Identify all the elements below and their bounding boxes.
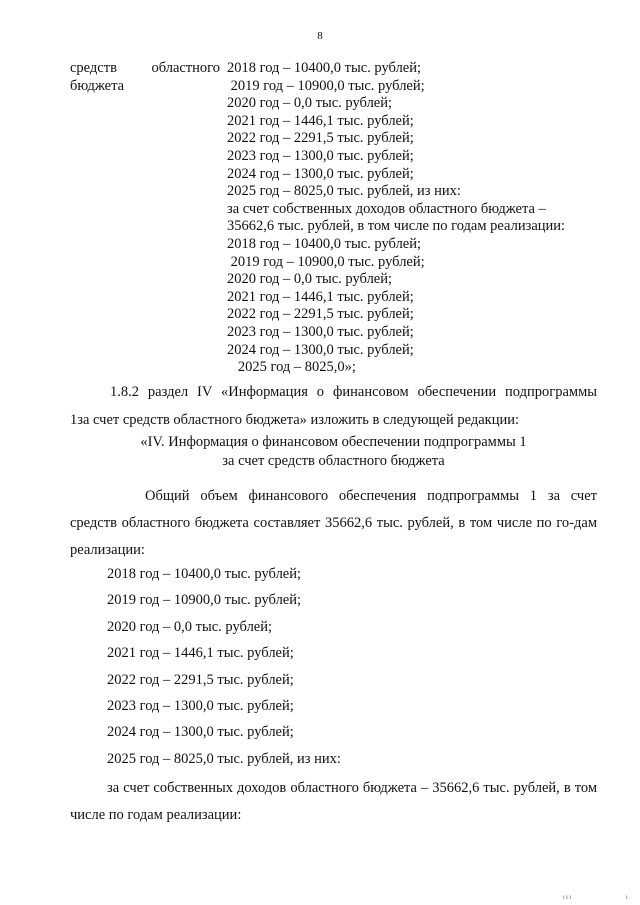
funding-line: за счет собственных доходов областного бюджета – <box>227 200 546 217</box>
funding-label-row <box>70 60 220 78</box>
funding-line: 2023 год – 1300,0 тыс. рублей; <box>227 323 414 340</box>
funding-label-word3: бюджета <box>70 77 125 94</box>
year-line: 2018 год – 10400,0 тыс. рублей; <box>107 566 302 582</box>
funding-line: 2021 год – 1446,1 тыс. рублей; <box>227 288 414 305</box>
funding-line: 2020 год – 0,0 тыс. рублей; <box>227 95 393 112</box>
funding-line: 2025 год – 8025,0»; <box>227 359 356 376</box>
section-title-line2: за счет средств областного бюджета <box>222 453 445 469</box>
funding-line: 2021 год – 1446,1 тыс. рублей; <box>227 112 414 129</box>
year-line: 2024 год – 1300,0 тыс. рублей; <box>107 724 294 741</box>
section-title-line1: «IV. Информация о финансовом обеспечении подпрограммы 1 <box>140 434 527 450</box>
amendment-line1: 1.8.2 раздел IV «Информация о финансовом обеспечении подпрограммы <box>110 384 597 400</box>
footer-mark-left: і і і <box>563 895 572 901</box>
years-list <box>107 561 597 772</box>
year-line: 2023 год – 1300,0 тыс. рублей; <box>107 698 294 715</box>
year-line: 2020 год – 0,0 тыс. рублей; <box>107 618 273 635</box>
funding-line: 35662,6 тыс. рублей, в том числе по годам реализации: <box>227 218 566 235</box>
funding-label <box>70 60 220 95</box>
funding-line: 2018 год – 10400,0 тыс. рублей; <box>227 235 422 252</box>
body-paragraph: Общий объем финансового обеспечения подпрограммы 1 за счет средств областного бюджета составляет 35662,6 тыс. рублей, в том числе по го-дам реализации: <box>70 488 597 558</box>
funding-line: 2018 год – 10400,0 тыс. рублей; <box>227 60 422 76</box>
year-line: 2022 год – 2291,5 тыс. рублей; <box>107 671 294 688</box>
closing-paragraph: за счет собственных доходов областного бюджета – 35662,6 тыс. рублей, в том числе по годам реализации: <box>70 780 597 823</box>
funding-values <box>227 60 587 377</box>
funding-line: 2024 год – 1300,0 тыс. рублей; <box>227 341 414 358</box>
amendment-paragraph <box>70 378 597 434</box>
page-number: 8 <box>317 30 323 42</box>
amendment-line2: 1за счет средств областного бюджета» изложить в следующей редакции: <box>70 412 520 428</box>
funding-line: 2024 год – 1300,0 тыс. рублей; <box>227 165 414 182</box>
funding-line: 2020 год – 0,0 тыс. рублей; <box>227 271 393 288</box>
year-line: 2021 год – 1446,1 тыс. рублей; <box>107 645 294 662</box>
funding-label-word1: средств <box>70 60 117 76</box>
funding-line: 2019 год – 10900,0 тыс. рублей; <box>227 253 425 270</box>
footer-mark-right: і <box>626 895 628 901</box>
funding-line: 2022 год – 2291,5 тыс. рублей; <box>227 306 414 323</box>
funding-line: 2023 год – 1300,0 тыс. рублей; <box>227 147 414 164</box>
section-title <box>70 433 597 471</box>
funding-line: 2019 год – 10900,0 тыс. рублей; <box>227 77 425 94</box>
year-line: 2019 год – 10900,0 тыс. рублей; <box>107 592 302 609</box>
funding-label-word2: областного <box>151 60 220 76</box>
year-line: 2025 год – 8025,0 тыс. рублей, из них: <box>107 750 341 767</box>
funding-line: 2025 год – 8025,0 тыс. рублей, из них: <box>227 183 461 200</box>
funding-line: 2022 год – 2291,5 тыс. рублей; <box>227 130 414 147</box>
